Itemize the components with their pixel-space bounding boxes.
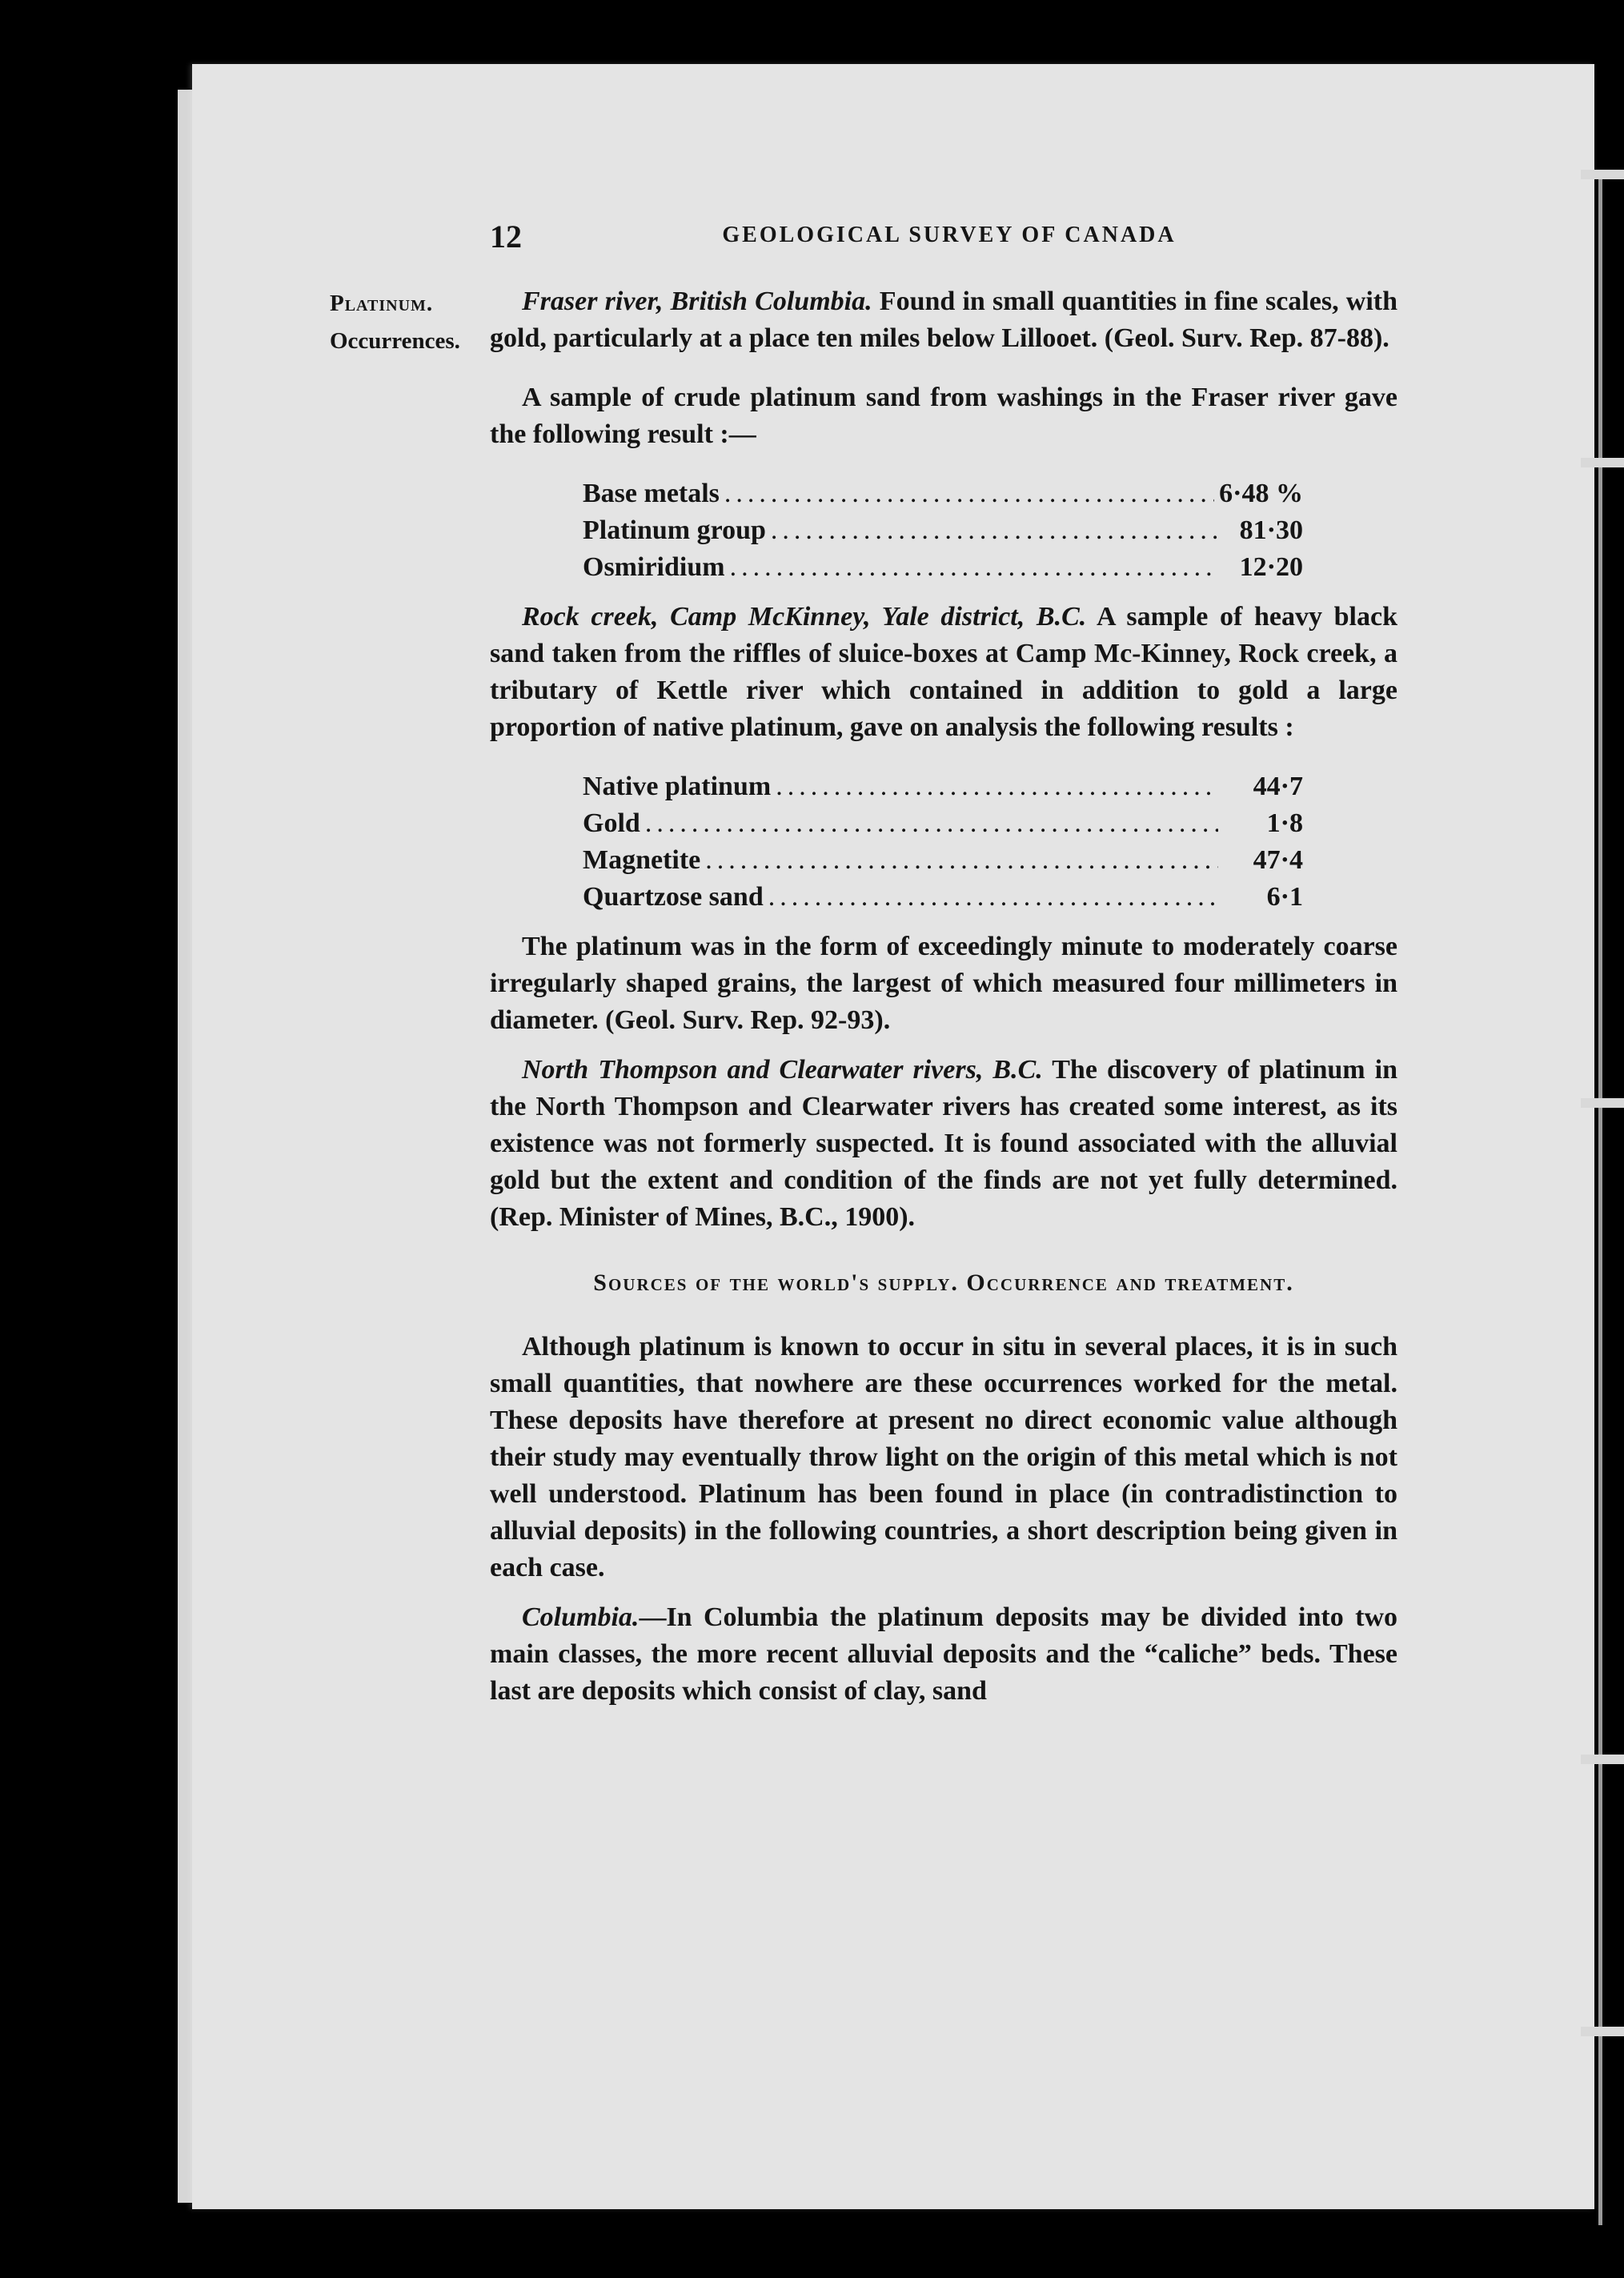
leader-dots [771, 512, 1218, 549]
binding-tick [1581, 1098, 1624, 1108]
table-row [583, 768, 1303, 805]
binding-tick [1581, 458, 1624, 467]
row-value: 81·30 [1239, 515, 1303, 545]
locality-fraser: Fraser river, British Columbia. [522, 287, 872, 316]
paragraph-columbia [490, 1599, 1397, 1710]
paragraph-north-thompson [490, 1052, 1397, 1236]
table-row [583, 475, 1303, 512]
page-number: 12 [490, 219, 522, 255]
page-header [490, 218, 1409, 258]
analysis-table-fraser [583, 475, 1303, 586]
text-fraser: Found in small quantities in fine scales, with gold, particularly at a place ten miles below Lillooet. (Geol. Surv. Rep. 87-88). [490, 287, 1398, 353]
row-label: Osmiridium [583, 552, 725, 582]
paragraph-fraser [490, 283, 1397, 357]
row-value: 6·48 % [1219, 479, 1303, 508]
row-value: 44·7 [1253, 772, 1303, 801]
margin-note-platinum: Platinum. [330, 291, 434, 316]
paragraph-sample-intro: A sample of crude platinum sand from washings in the Fraser river gave the following result :— [490, 383, 1397, 449]
section-heading: Sources of the world's supply. Occurrence and treatment. [593, 1269, 1294, 1296]
row-label: Base metals [583, 479, 720, 508]
leader-dots [768, 879, 1218, 916]
row-value: 1·8 [1266, 808, 1303, 838]
text-rock-creek: A sample of heavy black sand taken from the riffles of sluice-boxes at Camp Mc-Kinney, Rock creek, a tributary of Kettle river which contained in addition to gold a large proportion of native platinum, gave on analysis the following results : [490, 602, 1397, 742]
locality-columbia: Columbia. [522, 1602, 640, 1632]
binding-tick [1581, 1755, 1624, 1764]
table-row [583, 549, 1303, 586]
locality-rock-creek: Rock creek, Camp McKinney, Yale district, B.C. [522, 602, 1087, 632]
row-label: Native platinum [583, 772, 772, 801]
leader-dots [724, 475, 1214, 512]
analysis-table-rock-creek [583, 768, 1303, 916]
text-north-thompson: The discovery of platinum in the North Thompson and Clearwater rivers has created some interest, as its existence was not formerly suspected. It is found associated with the alluvial gold but the extent and condition of the finds are not yet fully determined. (Rep. Minister of Mines, B.C., 1900). [490, 1055, 1398, 1232]
row-label: Magnetite [583, 845, 701, 875]
row-value: 12·20 [1239, 552, 1303, 582]
binding-edge [1598, 176, 1602, 2225]
running-head: GEOLOGICAL SURVEY OF CANADA [722, 223, 1177, 247]
paragraph-grains: The platinum was in the form of exceedingly minute to moderately coarse irregularly shaped grains, the largest of which measured four millimeters in diameter. (Geol. Surv. Rep. 92-93). [490, 932, 1397, 1035]
binding-tick [1581, 170, 1624, 179]
table-row [583, 879, 1303, 916]
table-row [583, 842, 1303, 879]
margin-note-occurrences: Occurrences. [330, 328, 460, 354]
margin-note [330, 285, 460, 360]
row-value: 6·1 [1266, 882, 1303, 912]
locality-north-thompson: North Thompson and Clearwater rivers, B.C. [522, 1055, 1043, 1085]
paragraph-in-situ: Although platinum is known to occur in situ in several places, it is in such small quantities, that nowhere are these occurrences worked for the metal. These deposits have therefore at present no direct economic value although their study may eventually throw light on the origin of this metal which is not well understood. Platinum has been found in place (in contradistinction to alluvial deposits) in the following countries, a short description being given in each case. [490, 1332, 1397, 1582]
text-columbia: —In Columbia the platinum deposits may be divided into two main classes, the more recent alluvial deposits and the “caliche” beds. These last are deposits which consist of clay, sand [490, 1602, 1397, 1706]
binding-tick [1581, 2027, 1624, 2036]
leader-dots [645, 805, 1218, 842]
page-body [490, 283, 1397, 1710]
paragraph-rock-creek [490, 599, 1397, 746]
table-row [583, 512, 1303, 549]
leader-dots [730, 549, 1218, 586]
leader-dots [776, 768, 1218, 805]
table-row [583, 805, 1303, 842]
leader-dots [705, 842, 1218, 879]
row-value: 47·4 [1253, 845, 1303, 875]
row-label: Gold [583, 808, 640, 838]
row-label: Platinum group [583, 515, 766, 545]
row-label: Quartzose sand [583, 882, 764, 912]
